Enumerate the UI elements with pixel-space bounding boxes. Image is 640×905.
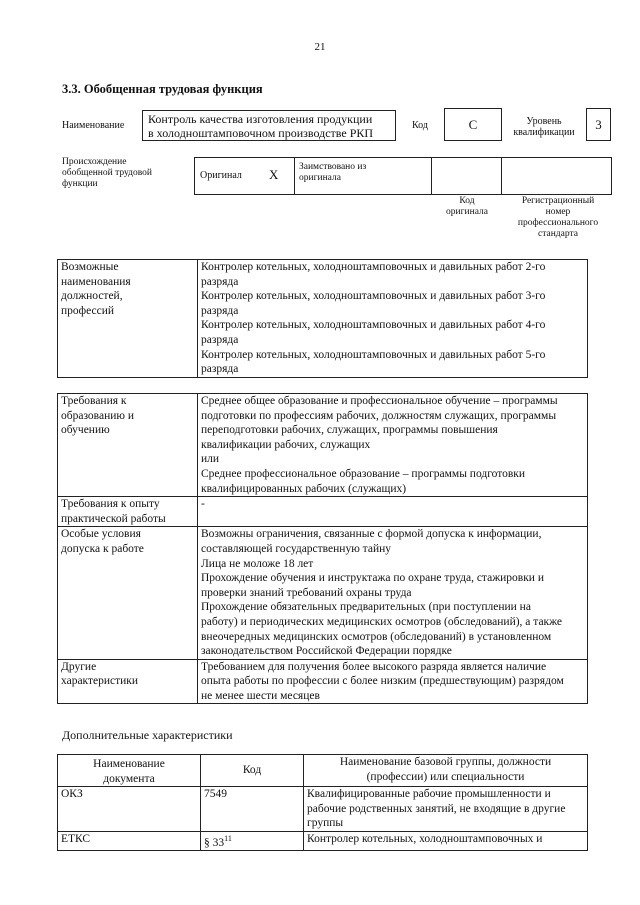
code-label: Код [412,120,428,131]
origin-label-line-3: функции [62,179,98,189]
table-row [58,659,588,704]
origin-label [62,157,152,190]
label-line: Другие [61,660,97,673]
value-line: работу) и периодических медицинских осмотров (обследований), а также [201,615,563,628]
value-line: переподготовки рабочих, служащих, программы повышения [201,424,498,437]
table-row [58,394,588,497]
table-row [58,831,588,850]
code-text: § 33 [204,836,225,849]
requirements-table [57,393,588,704]
other-value-cell [198,659,588,704]
table-row [58,755,588,787]
name-line: Квалифицированные рабочие промышленности и [307,788,551,801]
positions-label-line-4: профессий [61,304,115,317]
origin-label-line-2: обобщенной трудовой [62,168,152,178]
value-line: проверки знаний требований охраны труда [201,586,412,599]
additional-title: Дополнительные характеристики [62,728,233,742]
header-name-cell [304,755,588,787]
admission-value-cell [198,527,588,659]
function-name-line-1: Контроль качества изготовления продукции [148,112,373,126]
name-cell [304,831,588,850]
position-item: Контролер котельных, холодноштамповочных и давильных работ 2-го [201,261,546,273]
label-line: практической работы [61,512,166,525]
label-line: Требования к [61,395,127,407]
value-line: Лица не моложе 18 лет [201,557,314,570]
level-label-line-2: квалификации [513,127,575,138]
value-line: подготовки по профессиям рабочих, должностям служащих, программы [201,409,557,422]
doc-cell: ЕТКС [58,831,201,850]
value-line: Прохождение обучения и инструктажа по охране труда, стажировки и [201,572,544,585]
reg-caption-line-1: Регистрационный [521,196,595,206]
header-doc-cell [58,755,201,787]
reg-caption [504,196,612,240]
positions-label-line-1: Возможные [61,261,119,273]
code-cell [201,831,304,850]
original-cell [194,157,295,195]
function-name-box [142,110,396,141]
position-item: Контролер котельных, холодноштамповочных и давильных работ 4-го [201,319,546,332]
doc-cell: ОКЗ [58,787,201,832]
reg-caption-line-3: профессионального [517,218,599,228]
experience-value-cell [198,497,588,527]
label-line: обучению [61,424,110,437]
level-label [508,116,580,138]
position-item-cont: разряда [201,275,239,288]
positions-label-line-2: наименования [61,275,131,288]
code-box: С [444,108,502,141]
label-line: характеристики [61,675,139,688]
code-text: 7549 [204,788,227,801]
code-superscript: 11 [224,833,232,843]
value-line: Среднее общее образование и профессиональное обучение – программы [201,395,558,407]
reg-caption-line-2: номер [545,207,571,217]
value-line: Прохождение обязательных предварительных (при поступлении на [201,601,531,614]
value-line: внеочередных медицинских осмотров (обследований) в установленном [201,630,552,643]
code-cell [201,787,304,832]
value-line: или [201,453,220,466]
education-label-cell [58,394,198,497]
original-code-cell [431,157,502,195]
label-line: образованию и [61,409,134,422]
education-value-cell [198,394,588,497]
positions-list-cell [198,260,588,378]
table-row [58,497,588,527]
position-item-cont: разряда [201,333,239,346]
function-name-line-2: в холодноштамповочном производстве РКП [148,126,374,140]
name-line: рабочие родственных занятий, не входящие в другие [307,802,566,815]
positions-table [57,259,588,378]
additional-table [57,754,588,851]
original-label: Оригинал [200,170,242,181]
value-line: Возможны ограничения, связанные с формой допуска к информации, [201,528,542,541]
experience-label-cell [58,497,198,527]
value-line: квалификации рабочих, служащих [201,438,371,451]
header-line: Наименование базовой группы, должности [339,756,552,768]
position-item: Контролер котельных, холодноштамповочных и давильных работ 3-го [201,290,546,303]
code-caption [431,196,503,218]
other-label-cell [58,659,198,704]
header-line: документа [103,772,155,785]
value-line: Требованием для получения более высокого разряда является наличие [201,660,547,673]
header-line: (профессии) или специальности [366,770,525,783]
value-line: - [201,498,205,511]
name-cell [304,787,588,832]
borrowed-label-line-2: оригинала [299,173,341,183]
value-line: квалифицированных рабочих (служащих) [201,482,407,495]
reg-caption-line-4: стандарта [538,229,578,239]
position-item-cont: разряда [201,304,239,317]
level-box: 3 [586,108,611,141]
table-row [58,527,588,659]
value-line: законодательством Российской Федерации порядке [201,645,452,658]
admission-label-cell [58,527,198,659]
level-label-line-1: Уровень [526,116,562,127]
header-line: Наименование [93,758,165,770]
positions-label-cell [58,260,198,378]
code-caption-line-1: Код [459,196,475,206]
positions-label-line-3: должностей, [61,290,123,303]
label-line: допуска к работе [61,542,144,555]
table-row [58,787,588,832]
value-line: не менее шести месяцев [201,689,320,702]
position-item: Контролер котельных, холодноштамповочных и давильных работ 5-го [201,348,546,361]
name-label: Наименование [62,120,125,131]
origin-label-line-1: Происхождение [62,157,127,167]
header-line: Код [242,764,262,777]
code-caption-line-2: оригинала [446,207,488,217]
header-code-cell [201,755,304,787]
value-line: опыта работы по профессии с более низким (предшествующим) разрядом [201,675,564,688]
name-line: группы [307,817,344,830]
section-title: 3.3. Обобщенная трудовая функция [62,82,263,96]
label-line: Требования к опыту [61,498,160,511]
label-line: Особые условия [61,528,141,541]
value-line: Среднее профессиональное образование – программы подготовки [201,467,526,480]
position-item-cont: разряда [201,363,239,376]
name-line: Контролер котельных, холодноштамповочных и [307,832,543,845]
original-mark: X [269,167,279,182]
value-line: составляющей государственную тайну [201,542,392,555]
page-number: 21 [314,41,326,53]
borrowed-cell [294,157,432,195]
table-row [58,260,588,378]
registration-number-cell [501,157,612,195]
borrowed-label-line-1: Заимствовано из [299,162,367,172]
origin-table [194,157,612,195]
